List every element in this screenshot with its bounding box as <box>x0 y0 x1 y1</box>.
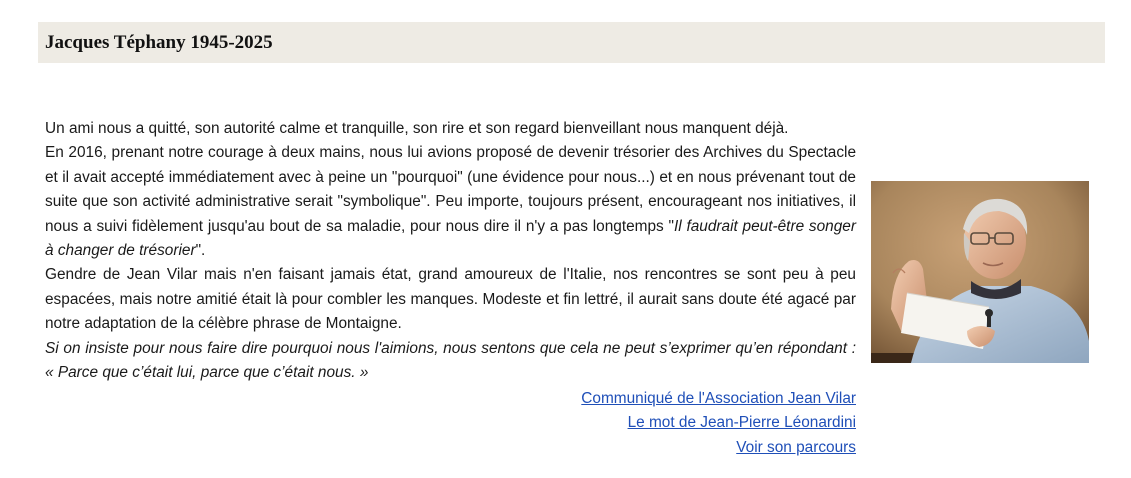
paragraph-treasurer-text: En 2016, prenant notre courage à deux mains, nous lui avions proposé de devenir trésorier des Archives du Spectacle et il avait accepté immédiatement avec à peine un "pourquoi" (une évidence pour nous...) et en nous prévenant tout de suite que son activité administrative serait "symbolique". Peu importe, toujours présent, encourageant nos initiatives, il nous a suivi fidèlement jusqu'au bout de sa maladie, pour nous dire il n'y a pas longtemps " <box>45 144 856 235</box>
paragraph-intro: Un ami nous a quitté, son autorité calme et tranquille, son rire et son regard bienveillant nous manquent déjà. <box>45 120 789 137</box>
paragraph-montaigne <box>45 337 856 386</box>
paragraph-treasurer <box>45 141 856 263</box>
montaigne-quote: Si on insiste pour nous faire dire pourquoi nous l'aimions, nous sentons que cela ne peut s’exprimer qu’en répondant : « Parce que c’était lui, parce que c’était nous. » <box>45 339 856 382</box>
paragraph-treasurer-end: ". <box>195 242 206 260</box>
title-bar <box>38 22 1105 63</box>
link-jean-pierre-leonardini[interactable]: Le mot de Jean-Pierre Léonardini <box>627 414 856 432</box>
portrait-photo <box>871 181 1089 363</box>
paragraph-vilar: Gendre de Jean Vilar mais n'en faisant jamais état, grand amoureux de l'Italie, nos rencontres se sont peu à peu espacées, mais notre amitié était là pour combler les manques. Modeste et fin lettré, il aurait sans doute été agacé par notre adaptation de la célèbre phrase de Montaigne. <box>45 266 856 333</box>
article-body <box>45 117 856 385</box>
treasurer-quote: Il faudrait peut-être songer à changer de trésorier <box>45 217 856 260</box>
page-title: Jacques Téphany 1945-2025 <box>45 31 273 53</box>
related-links <box>45 387 856 460</box>
link-voir-son-parcours[interactable]: Voir son parcours <box>736 438 856 456</box>
link-association-jean-vilar[interactable]: Communiqué de l'Association Jean Vilar <box>581 390 856 407</box>
